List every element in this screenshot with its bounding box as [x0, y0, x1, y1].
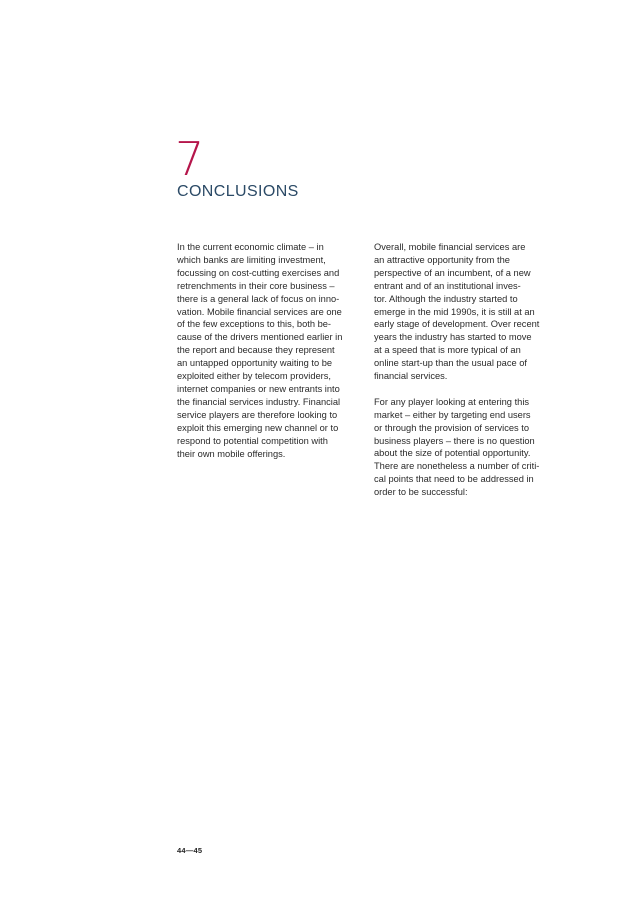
text-line: exploited either by telecom providers,: [177, 371, 331, 382]
page-number: 44—45: [177, 846, 203, 855]
text-line: an attractive opportunity from the: [374, 254, 510, 265]
paragraph-spacer: [374, 383, 564, 396]
chapter-title: CONCLUSIONS: [177, 183, 299, 200]
text-line: which banks are limiting investment,: [177, 254, 326, 265]
text-line: about the size of potential opportunity.: [374, 448, 531, 459]
text-line: emerge in the mid 1990s, it is still at an: [374, 306, 535, 317]
text-line: the financial services industry. Financial: [177, 396, 341, 407]
text-line: perspective of an incumbent, of a new: [374, 267, 531, 278]
text-line: at a speed that is more typical of an: [374, 345, 521, 356]
text-line: retrenchments in their core business –: [177, 280, 335, 291]
text-line: online start-up than the usual pace of: [374, 358, 527, 369]
text-line: of the few exceptions to this, both be-: [177, 319, 332, 330]
text-line: vation. Mobile financial services are one: [177, 306, 342, 317]
text-line: their own mobile offerings.: [177, 448, 286, 459]
text-line: the report and because they represent: [177, 345, 335, 356]
text-line: cause of the drivers mentioned earlier in: [177, 332, 343, 343]
text-line: respond to potential competition with: [177, 435, 328, 446]
right-text-column: [374, 241, 564, 499]
left-text-column: [177, 241, 367, 460]
chapter-number: 7: [175, 132, 204, 186]
text-line: order to be successful:: [374, 487, 468, 498]
text-line: tor. Although the industry started to: [374, 293, 518, 304]
text-line: For any player looking at entering this: [374, 396, 530, 407]
text-line: cal points that need to be addressed in: [374, 474, 534, 485]
text-line: early stage of development. Over recent: [374, 319, 540, 330]
text-line: internet companies or new entrants into: [177, 383, 340, 394]
text-line: service players are therefore looking to: [177, 409, 338, 420]
text-line: an untapped opportunity waiting to be: [177, 358, 333, 369]
text-line: In the current economic climate – in: [177, 242, 324, 252]
text-line: years the industry has started to move: [374, 332, 532, 343]
text-line: business players – there is no question: [374, 435, 535, 446]
text-line: Overall, mobile financial services are: [374, 242, 526, 252]
text-line: focussing on cost-cutting exercises and: [177, 267, 340, 278]
text-line: or through the provision of services to: [374, 422, 530, 433]
left-paragraph: [177, 241, 367, 460]
right-paragraph-2: [374, 396, 564, 499]
text-line: there is a general lack of focus on inno-: [177, 293, 340, 304]
text-line: market – either by targeting end users: [374, 409, 531, 420]
text-line: exploit this emerging new channel or to: [177, 422, 339, 433]
text-line: There are nonetheless a number of criti-: [374, 461, 540, 472]
text-line: entrant and of an institutional inves-: [374, 280, 521, 291]
text-line: financial services.: [374, 371, 448, 382]
right-paragraph-1: [374, 241, 564, 383]
